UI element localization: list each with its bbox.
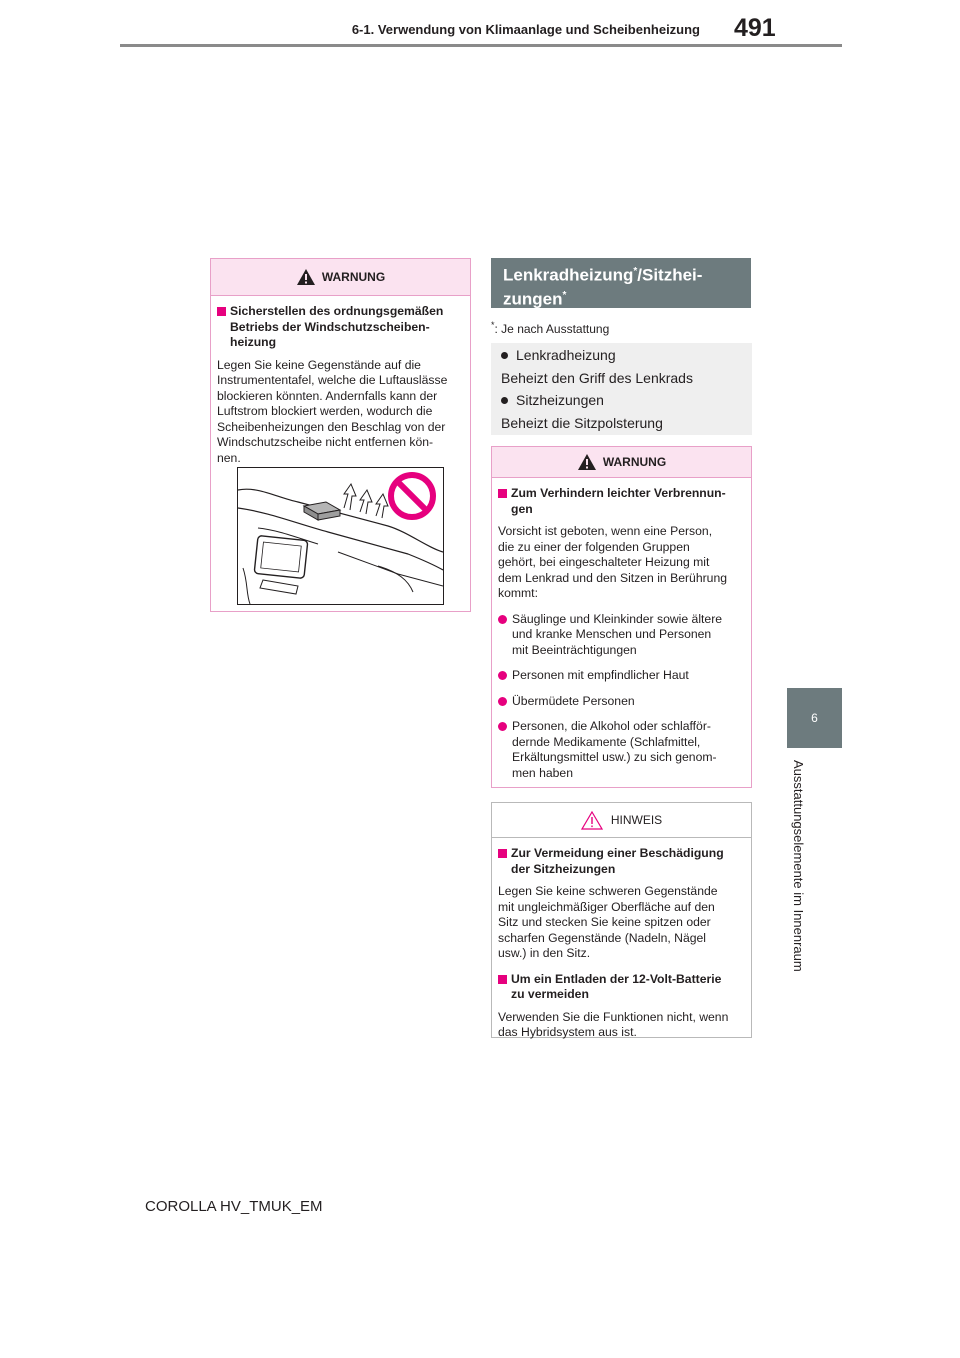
feature-list-box [491,343,752,435]
heading-line: Zur Vermeidung einer Beschädigung [511,846,724,860]
text-line: kommt: [498,586,538,600]
text-line: und kranke Menschen und Personen [512,627,712,641]
text-line: die zu einer der folgenden Gruppen [498,539,690,554]
page-number: 491 [734,14,776,42]
text-line: dem Lenkrad und den Sitzen in Berührung [498,570,728,585]
text-line: dernde Medikamente (Schlafmittel, [512,734,701,749]
footnote [491,320,609,336]
section-title-part: zungen [503,289,563,309]
heading-line: Um ein Entladen der 12-Volt-Batterie [511,971,722,986]
text-line: Instrumententafel, welche die Luftauslässe [217,373,448,387]
warning-header [492,447,751,478]
dashboard-illustration [237,467,444,605]
feature-description: Beheizt den Griff des Lenkrads [501,370,693,386]
warning-text [498,524,745,602]
heading-line: zu vermeiden [511,987,589,1001]
note-text [498,884,745,962]
text-line: mit ungleichmäßiger Oberfläche auf den [498,899,715,914]
heading-line: heizung [230,335,277,349]
round-bullet-icon [498,615,507,624]
dashboard-vents-illustration [238,468,443,604]
feature-name: Lenkradheizung [516,347,616,363]
round-bullet-icon [498,697,507,706]
heading-line: gen [511,501,533,516]
square-bullet-icon [498,849,507,858]
warning-box-burns [491,446,752,788]
round-bullet-icon [498,671,507,680]
warning-text [217,358,464,467]
footer-model: COROLLA HV_TMUK_EM [145,1198,323,1215]
feature-item [501,347,616,363]
text-line: gehört, bei eingeschalteter Heizung mit [498,555,710,569]
warning-heading [498,486,745,517]
side-label-wrap [790,760,810,990]
caution-triangle-icon [581,811,603,830]
text-line: Sitz und stecken Sie keine spitzen oder [498,915,711,929]
bullet-dot-icon [501,397,508,404]
note-box [491,802,752,1038]
warning-title: WARNUNG [321,270,386,284]
list-item [498,694,745,710]
text-line: Vorsicht ist geboten, wenn eine Person, [498,524,713,538]
text-line: das Hybridsystem aus ist. [498,1025,637,1039]
warning-triangle-icon [296,268,316,286]
footnote-text: : Je nach Ausstattung [494,322,610,336]
note-title: HINWEIS [610,813,663,827]
header-rule [120,44,842,47]
note-text [498,1010,745,1041]
text-line: blockieren könnten. Andernfalls kann der [217,388,438,403]
running-header: 6-1. Verwendung von Klimaanlage und Scheibenheizung [351,22,700,37]
text-line: Luftstrom blockiert werden, wodurch die [217,404,433,418]
text-line: Legen Sie keine schweren Gegenstände [498,884,718,898]
note-heading [498,846,745,877]
square-bullet-icon [498,489,507,498]
text-line: mit Beeinträchtigungen [512,642,637,657]
text-line: men haben [512,765,573,780]
bullet-dot-icon [501,352,508,359]
section-title-part: Lenkradheizung [503,265,634,285]
list-item [498,612,745,659]
note-heading [498,972,745,1003]
warning-title: WARNUNG [602,455,667,469]
text-line: Personen mit empfindlicher Haut [512,668,689,682]
chapter-side-label: Ausstattungselemente im Innenraum [791,760,806,972]
text-line: Windschutzscheibe nicht entfernen kön- [217,435,434,449]
heading-line: der Sitzheizungen [511,861,616,876]
heading-line: Sicherstellen des ordnungsgemäßen [230,304,444,318]
text-line: Übermüdete Personen [512,693,635,708]
feature-description: Beheizt die Sitzpolsterung [501,415,663,431]
square-bullet-icon [498,975,507,984]
feature-name: Sitzheizungen [516,392,604,408]
section-title [491,258,751,308]
footnote-star: * [491,320,495,330]
text-line: Scheibenheizungen den Beschlag von der [217,419,446,434]
warning-box-windshield [210,258,471,612]
feature-item [501,392,604,408]
section-title-part: /Sitzhei- [637,265,703,285]
text-line: Säuglinge und Kleinkinder sowie ältere [512,611,723,626]
footnote-marker: * [562,289,567,301]
text-line: Personen, die Alkohol oder schlafför- [512,719,711,733]
text-line: Verwenden Sie die Funktionen nicht, wenn [498,1009,729,1024]
list-item [498,719,745,781]
warning-triangle-icon [577,453,597,471]
text-line: nen. [217,450,241,465]
chapter-tab: 6 [787,688,842,748]
footnote-marker: * [633,266,638,277]
text-line: usw.) in den Sitz. [498,946,591,960]
heading-line: Betriebs der Windschutzscheiben- [230,319,430,334]
warning-header [211,259,470,296]
text-line: scharfen Gegenstände (Nadeln, Nägel [498,930,706,945]
square-bullet-icon [217,307,226,316]
list-item [498,668,745,684]
round-bullet-icon [498,722,507,731]
text-line: Erkältungsmittel usw.) zu sich genom- [512,750,717,764]
text-line: Legen Sie keine Gegenstände auf die [217,357,421,372]
warning-heading [217,304,464,351]
heading-line: Zum Verhindern leichter Verbrennun- [511,486,726,500]
note-header [492,803,751,838]
